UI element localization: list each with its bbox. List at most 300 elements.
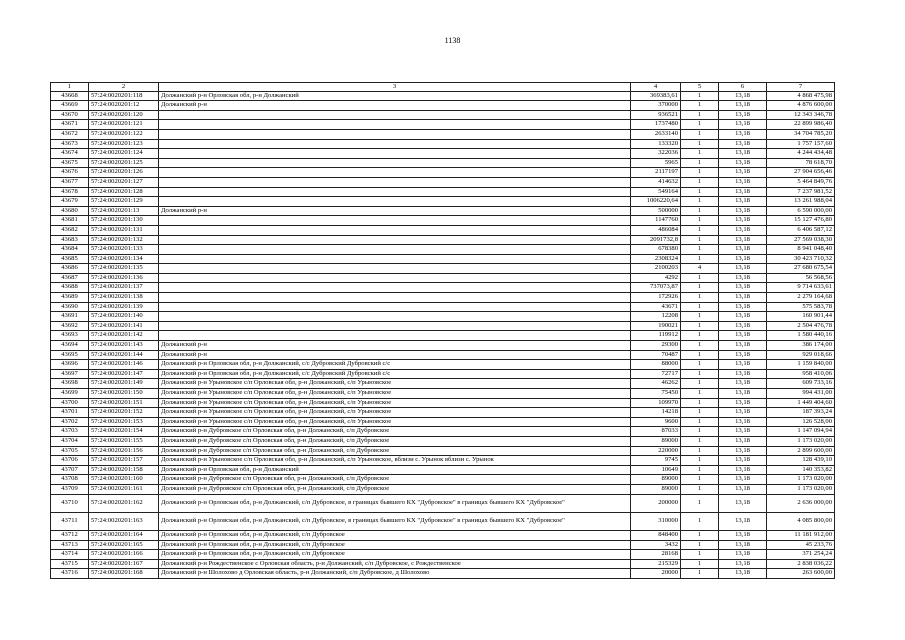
row-number-cell: 43682 — [51, 225, 89, 235]
address-cell — [159, 187, 631, 197]
cadastral-number-cell: 57:24:0020201:131 — [89, 225, 159, 235]
quantity-cell: 1 — [681, 110, 719, 120]
area-cell: 72717 — [631, 369, 681, 379]
rate-cell: 13,18 — [719, 360, 767, 370]
area-cell: 215329 — [631, 559, 681, 569]
cadastral-number-cell: 57:24:0020201:125 — [89, 158, 159, 168]
area-cell: 2091732,8 — [631, 235, 681, 245]
cadastral-value-cell: 2 504 476,78 — [767, 321, 835, 331]
cadastral-number-cell: 57:24:0020201:140 — [89, 312, 159, 322]
cadastral-value-cell: 371 254,24 — [767, 550, 835, 560]
cadastral-value-cell: 6 406 587,12 — [767, 225, 835, 235]
cadastral-value-cell: 2 838 036,22 — [767, 559, 835, 569]
address-cell — [159, 331, 631, 341]
cadastral-value-cell: 6 590 000,00 — [767, 206, 835, 216]
quantity-cell: 1 — [681, 436, 719, 446]
cadastral-value-cell: 994 431,00 — [767, 389, 835, 399]
table-row — [51, 91, 835, 101]
cadastral-number-cell: 57:24:0020201:149 — [89, 379, 159, 389]
quantity-cell: 1 — [681, 569, 719, 579]
quantity-cell: 4 — [681, 264, 719, 274]
cadastral-value-cell: 1 147 094,94 — [767, 427, 835, 437]
quantity-cell: 1 — [681, 168, 719, 178]
address-cell — [159, 110, 631, 120]
cadastral-number-cell: 57:24:0020201:162 — [89, 494, 159, 512]
address-cell — [159, 158, 631, 168]
area-cell: 936521 — [631, 110, 681, 120]
row-number-cell: 43689 — [51, 293, 89, 303]
row-number-cell: 43716 — [51, 569, 89, 579]
rate-cell: 13,18 — [719, 398, 767, 408]
row-number-cell: 43678 — [51, 187, 89, 197]
rate-cell: 13,18 — [719, 91, 767, 101]
row-number-cell: 43688 — [51, 283, 89, 293]
area-cell: 89000 — [631, 436, 681, 446]
cadastral-value-cell: 27 680 675,54 — [767, 264, 835, 274]
area-cell: 2117197 — [631, 168, 681, 178]
cadastral-number-cell: 57:24:0020201:164 — [89, 530, 159, 540]
table-row — [51, 321, 835, 331]
area-cell: 1006220,64 — [631, 197, 681, 207]
cadastral-value-cell: 386 174,00 — [767, 341, 835, 351]
area-cell: 2308324 — [631, 254, 681, 264]
cadastral-value-cell: 1 159 840,00 — [767, 360, 835, 370]
cadastral-value-cell: 126 528,00 — [767, 417, 835, 427]
table-row — [51, 283, 835, 293]
area-cell: 370000 — [631, 101, 681, 111]
row-number-cell: 43671 — [51, 120, 89, 130]
quantity-cell: 1 — [681, 206, 719, 216]
cadastral-value-cell: 4 868 475,98 — [767, 91, 835, 101]
cadastral-value-cell: 140 353,82 — [767, 465, 835, 475]
row-number-cell: 43698 — [51, 379, 89, 389]
quantity-cell: 1 — [681, 512, 719, 530]
address-cell: Должанский р-н Орловская обл, р-н Должанский, с/п Дубровское — [159, 530, 631, 540]
table-row — [51, 494, 835, 512]
quantity-cell: 1 — [681, 302, 719, 312]
table-row — [51, 120, 835, 130]
address-cell: Должанский р-н Дубровское с/п Орловская обл, р-н Должанский, с/п Дубровское — [159, 436, 631, 446]
address-cell — [159, 168, 631, 178]
row-number-cell: 43714 — [51, 550, 89, 560]
quantity-cell: 1 — [681, 225, 719, 235]
cadastral-value-cell: 4 085 800,00 — [767, 512, 835, 530]
cadastral-number-cell: 57:24:0020201:144 — [89, 350, 159, 360]
quantity-cell: 1 — [681, 235, 719, 245]
quantity-cell: 1 — [681, 484, 719, 494]
cadastral-value-cell: 27 904 656,46 — [767, 168, 835, 178]
table-row — [51, 293, 835, 303]
quantity-cell: 1 — [681, 369, 719, 379]
quantity-cell: 1 — [681, 149, 719, 159]
rate-cell: 13,18 — [719, 110, 767, 120]
column-header: 4 — [631, 83, 681, 92]
address-cell — [159, 216, 631, 226]
cadastral-value-cell: 1 580 440,16 — [767, 331, 835, 341]
column-header: 3 — [159, 83, 631, 92]
area-cell: 414632 — [631, 177, 681, 187]
quantity-cell: 1 — [681, 187, 719, 197]
quantity-cell: 1 — [681, 245, 719, 255]
row-number-cell: 43707 — [51, 465, 89, 475]
cadastral-value-cell: 45 233,76 — [767, 540, 835, 550]
cadastral-value-cell: 11 181 912,00 — [767, 530, 835, 540]
area-cell: 737073,87 — [631, 283, 681, 293]
area-cell: 3432 — [631, 540, 681, 550]
address-cell: Должанский р-н Орловская обл, р-н Должанский — [159, 91, 631, 101]
cadastral-value-cell: 9 714 633,61 — [767, 283, 835, 293]
address-cell — [159, 293, 631, 303]
cadastral-number-cell: 57:24:0020201:168 — [89, 569, 159, 579]
quantity-cell: 1 — [681, 283, 719, 293]
table-row — [51, 312, 835, 322]
area-cell: 9745 — [631, 456, 681, 466]
area-cell: 310000 — [631, 512, 681, 530]
address-cell: Должанский р-н Орловская обл, р-н Должанский, с/п Дубровское, в границах бывшего КХ "Дубровское" в границах бывшего КХ "Дубровское" — [159, 512, 631, 530]
table-row — [51, 465, 835, 475]
quantity-cell: 1 — [681, 197, 719, 207]
table-row — [51, 369, 835, 379]
rate-cell: 13,18 — [719, 456, 767, 466]
row-number-cell: 43713 — [51, 540, 89, 550]
rate-cell: 13,18 — [719, 302, 767, 312]
rate-cell: 13,18 — [719, 569, 767, 579]
row-number-cell: 43674 — [51, 149, 89, 159]
row-number-cell: 43699 — [51, 389, 89, 399]
address-cell — [159, 321, 631, 331]
cadastral-number-cell: 57:24:0020201:118 — [89, 91, 159, 101]
row-number-cell: 43715 — [51, 559, 89, 569]
area-cell: 369383,61 — [631, 91, 681, 101]
row-number-cell: 43709 — [51, 484, 89, 494]
table-row — [51, 264, 835, 274]
address-cell — [159, 177, 631, 187]
rate-cell: 13,18 — [719, 321, 767, 331]
quantity-cell: 1 — [681, 427, 719, 437]
rate-cell: 13,18 — [719, 206, 767, 216]
table-row — [51, 216, 835, 226]
quantity-cell: 1 — [681, 177, 719, 187]
address-cell: Должанский р-н Орловская обл, р-н Должанский, с/с Дубровский Дубровский с/с — [159, 360, 631, 370]
cadastral-number-cell: 57:24:0020201:142 — [89, 331, 159, 341]
table-row — [51, 197, 835, 207]
table-row — [51, 360, 835, 370]
header-row — [51, 83, 835, 92]
area-cell: 87033 — [631, 427, 681, 437]
rate-cell: 13,18 — [719, 494, 767, 512]
area-cell: 9600 — [631, 417, 681, 427]
quantity-cell: 1 — [681, 389, 719, 399]
cadastral-number-cell: 57:24:0020201:165 — [89, 540, 159, 550]
row-number-cell: 43676 — [51, 168, 89, 178]
cadastral-number-cell: 57:24:0020201:155 — [89, 436, 159, 446]
row-number-cell: 43705 — [51, 446, 89, 456]
cadastral-value-cell: 575 583,78 — [767, 302, 835, 312]
cadastral-number-cell: 57:24:0020201:167 — [89, 559, 159, 569]
address-cell — [159, 139, 631, 149]
quantity-cell: 1 — [681, 540, 719, 550]
rate-cell: 13,18 — [719, 158, 767, 168]
cadastral-number-cell: 57:24:0020201:13 — [89, 206, 159, 216]
quantity-cell: 1 — [681, 360, 719, 370]
rate-cell: 13,18 — [719, 350, 767, 360]
cadastral-number-cell: 57:24:0020201:12 — [89, 101, 159, 111]
cadastral-value-cell: 22 899 986,40 — [767, 120, 835, 130]
area-cell: 89000 — [631, 475, 681, 485]
address-cell: Должанский р-н — [159, 350, 631, 360]
cadastral-number-cell: 57:24:0020201:160 — [89, 475, 159, 485]
cadastral-number-cell: 57:24:0020201:127 — [89, 177, 159, 187]
quantity-cell: 1 — [681, 456, 719, 466]
cadastral-number-cell: 57:24:0020201:153 — [89, 417, 159, 427]
cadastral-number-cell: 57:24:0020201:134 — [89, 254, 159, 264]
row-number-cell: 43668 — [51, 91, 89, 101]
cadastral-number-cell: 57:24:0020201:152 — [89, 408, 159, 418]
cadastral-value-cell: 12 343 346,78 — [767, 110, 835, 120]
cadastral-number-cell: 57:24:0020201:157 — [89, 456, 159, 466]
cadastral-number-cell: 57:24:0020201:124 — [89, 149, 159, 159]
table-row — [51, 168, 835, 178]
area-cell: 1737480 — [631, 120, 681, 130]
table-row — [51, 540, 835, 550]
table-row — [51, 206, 835, 216]
area-cell: 322036 — [631, 149, 681, 159]
cadastral-value-cell: 160 901,44 — [767, 312, 835, 322]
row-number-cell: 43684 — [51, 245, 89, 255]
cadastral-value-cell: 13 261 988,04 — [767, 197, 835, 207]
row-number-cell: 43686 — [51, 264, 89, 274]
cadastral-value-cell: 78 618,70 — [767, 158, 835, 168]
table-row — [51, 475, 835, 485]
page-number: 1138 — [444, 36, 461, 45]
rate-cell: 13,18 — [719, 312, 767, 322]
cadastral-value-cell: 15 127 476,80 — [767, 216, 835, 226]
column-header: 6 — [719, 83, 767, 92]
rate-cell: 13,18 — [719, 446, 767, 456]
row-number-cell: 43708 — [51, 475, 89, 485]
cadastral-value-cell: 1 173 020,00 — [767, 475, 835, 485]
rate-cell: 13,18 — [719, 149, 767, 159]
row-number-cell: 43691 — [51, 312, 89, 322]
table-row — [51, 350, 835, 360]
area-cell: 172926 — [631, 293, 681, 303]
rate-cell: 13,18 — [719, 168, 767, 178]
cadastral-number-cell: 57:24:0020201:138 — [89, 293, 159, 303]
cadastral-number-cell: 57:24:0020201:154 — [89, 427, 159, 437]
cadastral-value-cell: 7 237 981,52 — [767, 187, 835, 197]
cadastral-number-cell: 57:24:0020201:135 — [89, 264, 159, 274]
quantity-cell: 1 — [681, 341, 719, 351]
area-cell: 70487 — [631, 350, 681, 360]
area-cell: 2100203 — [631, 264, 681, 274]
rate-cell: 13,18 — [719, 530, 767, 540]
rate-cell: 13,18 — [719, 264, 767, 274]
cadastral-number-cell: 57:24:0020201:158 — [89, 465, 159, 475]
quantity-cell: 1 — [681, 129, 719, 139]
cadastral-number-cell: 57:24:0020201:161 — [89, 484, 159, 494]
rate-cell: 13,18 — [719, 283, 767, 293]
address-cell: Должанский р-н Урыновское с/п Орловская обл, р-н Должанский, с/п Урыновское — [159, 389, 631, 399]
table-row — [51, 530, 835, 540]
row-number-cell: 43702 — [51, 417, 89, 427]
cadastral-number-cell: 57:24:0020201:151 — [89, 398, 159, 408]
row-number-cell: 43706 — [51, 456, 89, 466]
table-row — [51, 129, 835, 139]
quantity-cell: 1 — [681, 494, 719, 512]
table-row — [51, 110, 835, 120]
address-cell: Должанский р-н Урыновское с/п Орловская обл, р-н Должанский, с/п Урыновское — [159, 398, 631, 408]
cadastral-number-cell: 57:24:0020201:141 — [89, 321, 159, 331]
quantity-cell: 1 — [681, 350, 719, 360]
area-cell: 549164 — [631, 187, 681, 197]
address-cell: Должанский р-н Орловская обл, р-н Должанский, с/с Дубровский Дубровский с/с — [159, 369, 631, 379]
quantity-cell: 1 — [681, 559, 719, 569]
cadastral-value-cell: 187 393,24 — [767, 408, 835, 418]
rate-cell: 13,18 — [719, 245, 767, 255]
quantity-cell: 1 — [681, 446, 719, 456]
table-row — [51, 559, 835, 569]
address-cell: Должанский р-н Урыновское с/п Орловская обл, р-н Должанский, с/п Урыновское, вблизи с. Урынок вблизи с. Урынок — [159, 456, 631, 466]
table-row — [51, 550, 835, 560]
column-header: 2 — [89, 83, 159, 92]
table-row — [51, 341, 835, 351]
cadastral-number-cell: 57:24:0020201:129 — [89, 197, 159, 207]
rate-cell: 13,18 — [719, 254, 767, 264]
quantity-cell: 1 — [681, 216, 719, 226]
rate-cell: 13,18 — [719, 177, 767, 187]
quantity-cell: 1 — [681, 331, 719, 341]
area-cell: 1147760 — [631, 216, 681, 226]
quantity-cell: 1 — [681, 398, 719, 408]
cadastral-table — [50, 82, 835, 579]
cadastral-value-cell: 128 439,10 — [767, 456, 835, 466]
quantity-cell: 1 — [681, 530, 719, 540]
row-number-cell: 43712 — [51, 530, 89, 540]
cadastral-value-cell: 2 279 164,68 — [767, 293, 835, 303]
rate-cell: 13,18 — [719, 484, 767, 494]
quantity-cell: 1 — [681, 293, 719, 303]
address-cell — [159, 245, 631, 255]
address-cell: Должанский р-н Орловская обл, р-н Должанский, с/п Дубровское — [159, 540, 631, 550]
address-cell — [159, 120, 631, 130]
quantity-cell: 1 — [681, 158, 719, 168]
row-number-cell: 43680 — [51, 206, 89, 216]
table-row — [51, 446, 835, 456]
quantity-cell: 1 — [681, 139, 719, 149]
row-number-cell: 43697 — [51, 369, 89, 379]
table-row — [51, 456, 835, 466]
address-cell: Должанский р-н — [159, 206, 631, 216]
table-row — [51, 408, 835, 418]
row-number-cell: 43683 — [51, 235, 89, 245]
table-row — [51, 158, 835, 168]
table-row — [51, 149, 835, 159]
quantity-cell: 1 — [681, 273, 719, 283]
address-cell — [159, 235, 631, 245]
rate-cell: 13,18 — [719, 341, 767, 351]
area-cell: 20000 — [631, 569, 681, 579]
table-row — [51, 512, 835, 530]
address-cell: Должанский р-н Урыновское с/п Орловская обл, р-н Должанский, с/п Урыновское — [159, 379, 631, 389]
area-cell: 2633140 — [631, 129, 681, 139]
row-number-cell: 43679 — [51, 197, 89, 207]
row-number-cell: 43696 — [51, 360, 89, 370]
rate-cell: 13,18 — [719, 379, 767, 389]
cadastral-value-cell: 1 173 020,00 — [767, 436, 835, 446]
address-cell — [159, 197, 631, 207]
table-row — [51, 379, 835, 389]
area-cell: 4292 — [631, 273, 681, 283]
cadastral-value-cell: 34 704 785,20 — [767, 129, 835, 139]
address-cell: Должанский р-н Дубровское с/п Орловская обл, р-н Должанский, с/п Дубровское — [159, 475, 631, 485]
table-row — [51, 417, 835, 427]
row-number-cell: 43685 — [51, 254, 89, 264]
address-cell — [159, 273, 631, 283]
column-header: 5 — [681, 83, 719, 92]
area-cell: 89000 — [631, 484, 681, 494]
rate-cell: 13,18 — [719, 475, 767, 485]
cadastral-number-cell: 57:24:0020201:147 — [89, 369, 159, 379]
rate-cell: 13,18 — [719, 465, 767, 475]
cadastral-number-cell: 57:24:0020201:136 — [89, 273, 159, 283]
quantity-cell: 1 — [681, 91, 719, 101]
cadastral-number-cell: 57:24:0020201:139 — [89, 302, 159, 312]
cadastral-number-cell: 57:24:0020201:156 — [89, 446, 159, 456]
address-cell: Должанский р-н Дубровское с/п Орловская обл, р-н Должанский, с/п Дубровское — [159, 427, 631, 437]
address-cell: Должанский р-н Орловская обл, р-н Должанский, с/п Дубровское — [159, 550, 631, 560]
rate-cell: 13,18 — [719, 436, 767, 446]
area-cell: 500000 — [631, 206, 681, 216]
quantity-cell: 1 — [681, 312, 719, 322]
rate-cell: 13,18 — [719, 197, 767, 207]
cadastral-number-cell: 57:24:0020201:143 — [89, 341, 159, 351]
table-row — [51, 398, 835, 408]
row-number-cell: 43704 — [51, 436, 89, 446]
row-number-cell: 43703 — [51, 427, 89, 437]
address-cell — [159, 129, 631, 139]
cadastral-value-cell: 4 876 600,00 — [767, 101, 835, 111]
rate-cell: 13,18 — [719, 129, 767, 139]
area-cell: 29300 — [631, 341, 681, 351]
row-number-cell: 43701 — [51, 408, 89, 418]
table-row — [51, 235, 835, 245]
table-row — [51, 187, 835, 197]
area-cell: 14218 — [631, 408, 681, 418]
cadastral-number-cell: 57:24:0020201:122 — [89, 129, 159, 139]
area-cell: 109970 — [631, 398, 681, 408]
rate-cell: 13,18 — [719, 225, 767, 235]
area-cell: 119912 — [631, 331, 681, 341]
address-cell: Должанский р-н Рождественское с Орловская область, р-н Должанский, с/п Дубровское, с Рождественское — [159, 559, 631, 569]
area-cell: 133320 — [631, 139, 681, 149]
area-cell: 43671 — [631, 302, 681, 312]
row-number-cell: 43670 — [51, 110, 89, 120]
cadastral-value-cell: 609 733,16 — [767, 379, 835, 389]
table-row — [51, 101, 835, 111]
address-cell: Должанский р-н Шолохово д Орловская область, р-н Должанский, с/п Дубровское, д Шолохово — [159, 569, 631, 579]
rate-cell: 13,18 — [719, 427, 767, 437]
cadastral-value-cell: 958 410,06 — [767, 369, 835, 379]
address-cell: Должанский р-н Дубровское с/п Орловская обл, р-н Должанский, с/п Дубровское — [159, 446, 631, 456]
area-cell: 10649 — [631, 465, 681, 475]
row-number-cell: 43692 — [51, 321, 89, 331]
cadastral-value-cell: 1 449 404,60 — [767, 398, 835, 408]
cadastral-number-cell: 57:24:0020201:132 — [89, 235, 159, 245]
cadastral-value-cell: 30 423 710,32 — [767, 254, 835, 264]
address-cell: Должанский р-н Урыновское с/п Орловская обл, р-н Должанский, с/п Урыновское — [159, 408, 631, 418]
area-cell: 486084 — [631, 225, 681, 235]
address-cell — [159, 149, 631, 159]
